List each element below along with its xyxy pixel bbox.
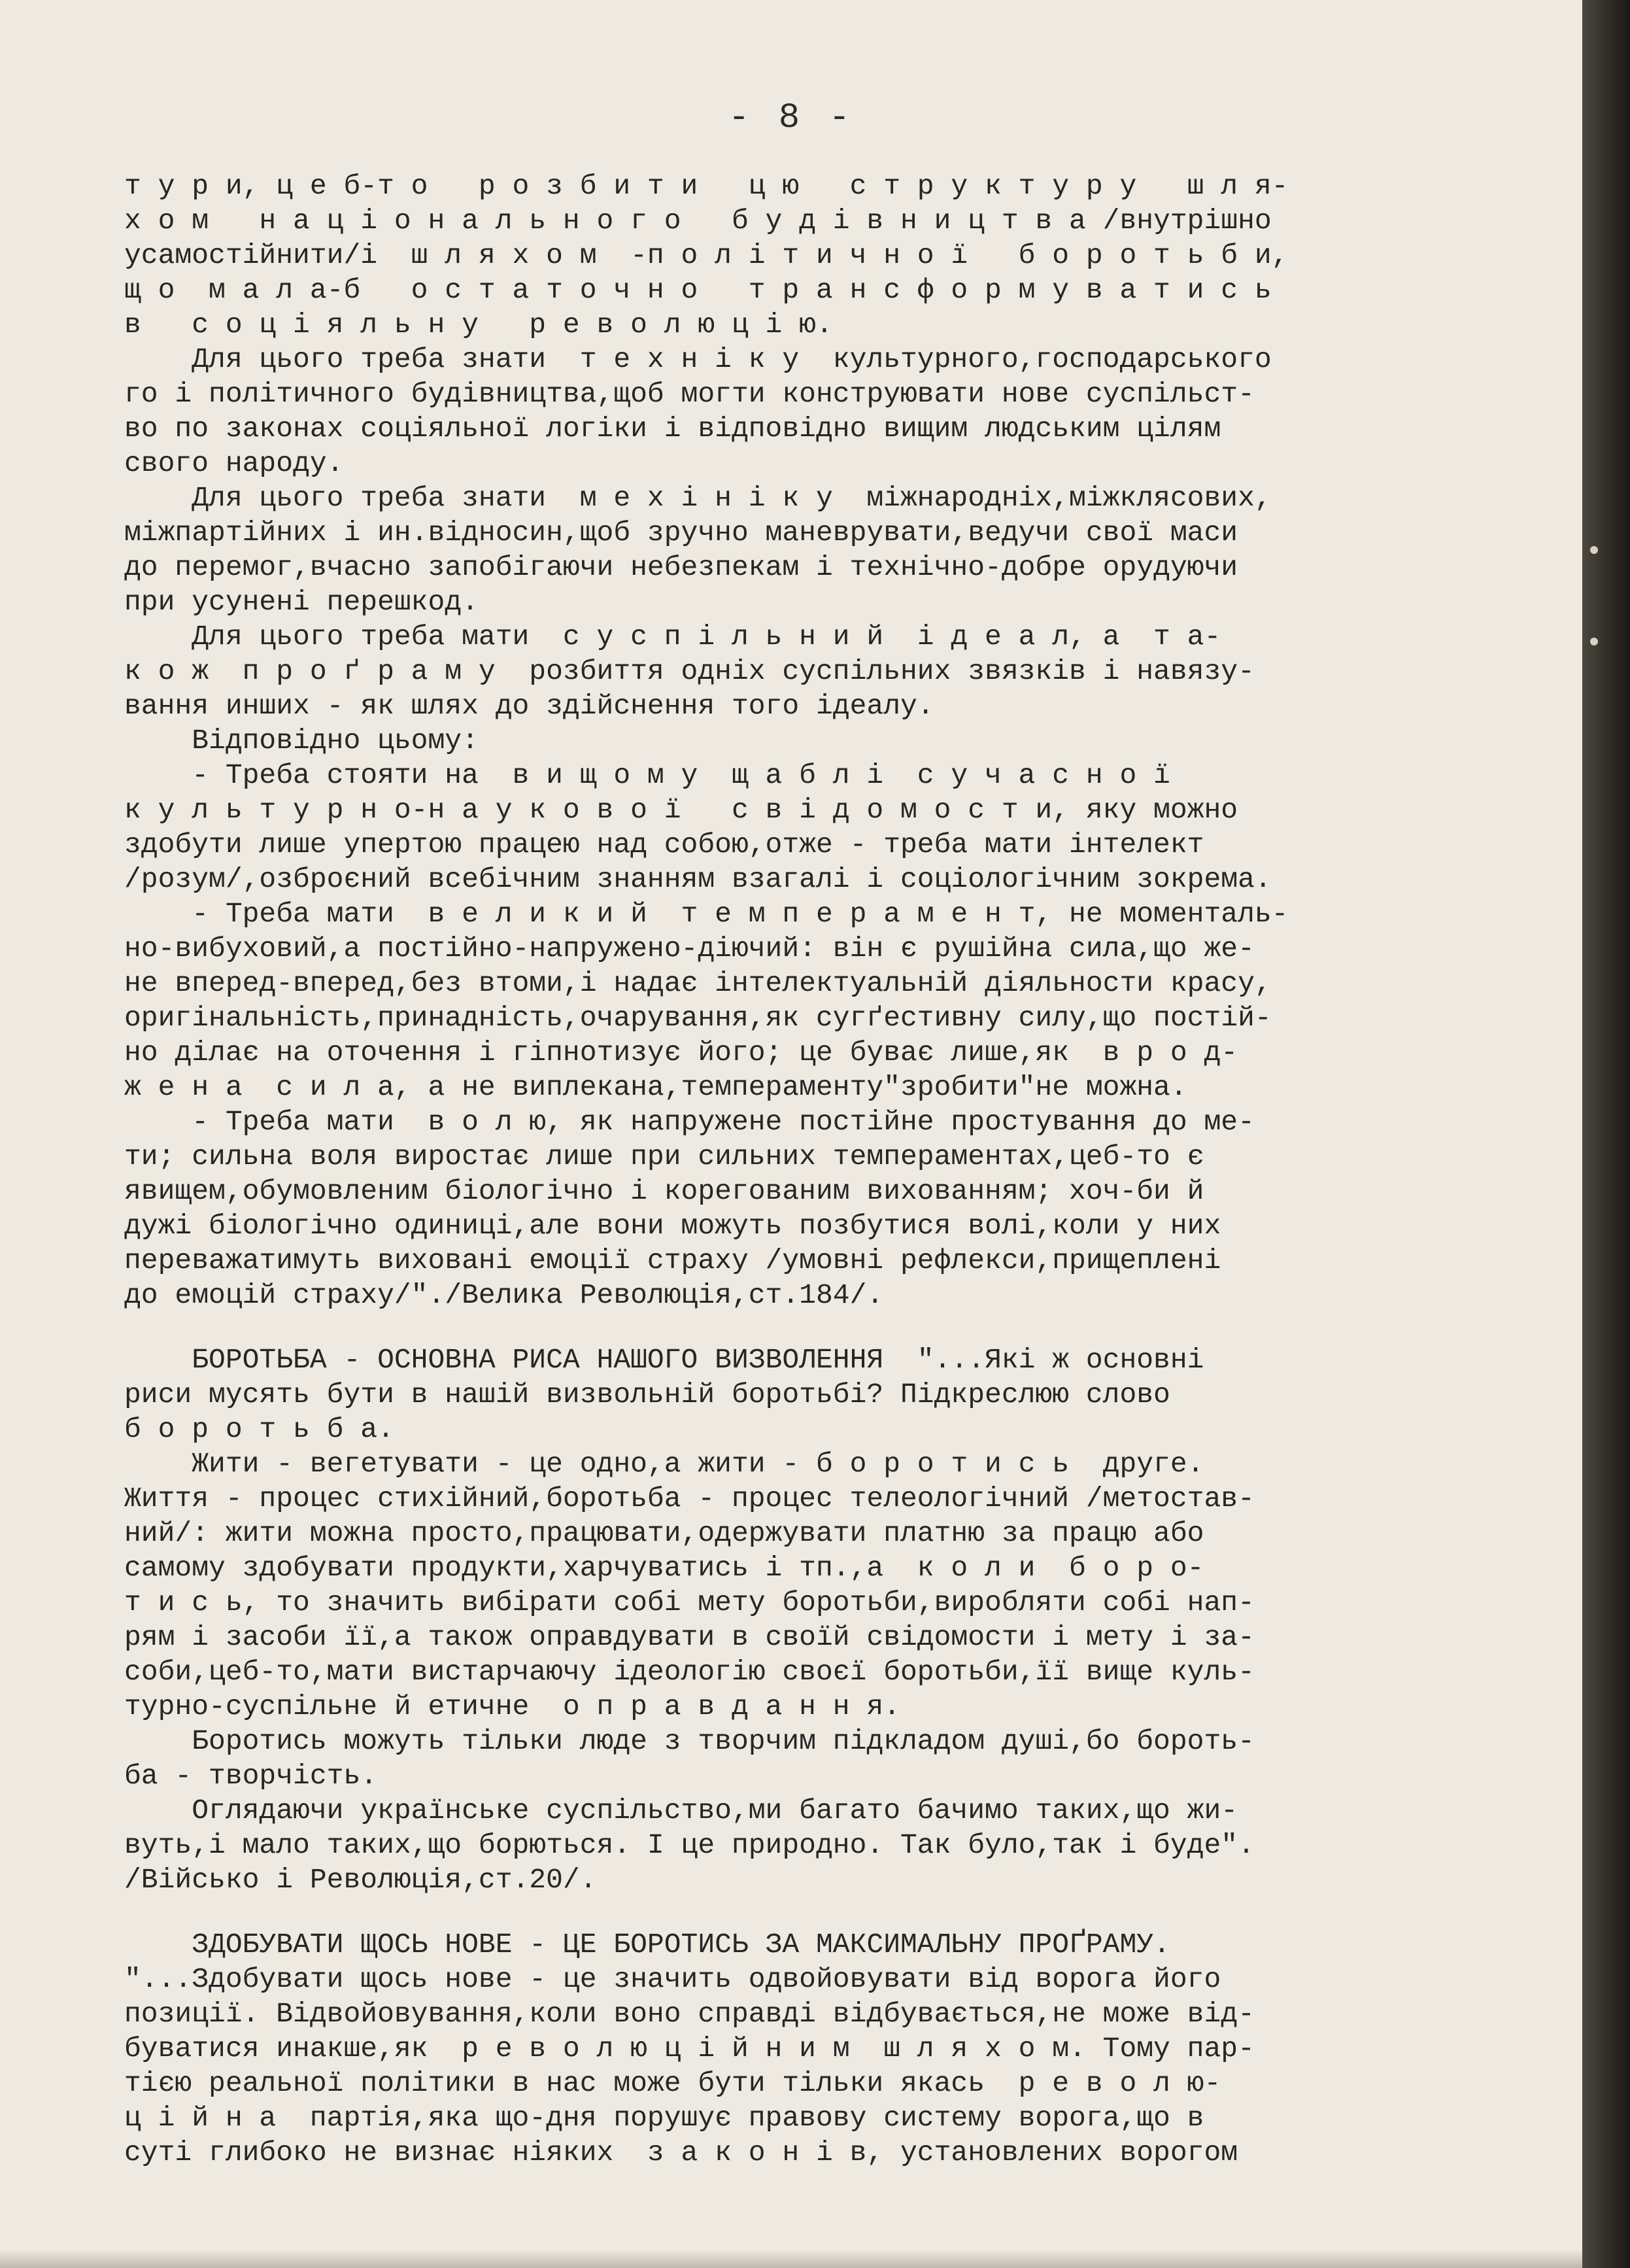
text-line: рям і засоби її,а також оправдувати в своїй свідомости і мету і за- [124, 1621, 1255, 1653]
text-line: при усунені перешкод. [124, 586, 479, 618]
text-line: к у л ь т у р н о-н а у к о в о ї с в і д о м о с т и, яку можно [124, 794, 1238, 826]
binding-edge [1582, 0, 1630, 2268]
text-line: буватися инакше,як р е в о л ю ц і й н и м ш л я х о м. Тому пар- [124, 2033, 1255, 2065]
text-line: Життя - процес стихійний,боротьба - процес телеологічний /метостав- [124, 1483, 1255, 1515]
text-line: міжпартійних і ин.відносин,щоб зручно маневрувати,ведучи свої маси [124, 517, 1238, 549]
text-line: позиції. Відвойовування,коли воно справді відбувається,не може від- [124, 1998, 1255, 2030]
paragraph [124, 1793, 1465, 1897]
text-line: Відповідно цьому: [124, 725, 479, 757]
text-line: - Треба мати в е л и к и й т е м п е р а м е н т, не моменталь- [124, 898, 1289, 930]
paragraph [124, 1447, 1465, 1724]
page-bottom-shadow [0, 2250, 1582, 2268]
text-line: оригінальність,принадність,очарування,як сугґестивну силу,що постій- [124, 1002, 1272, 1034]
text-line: вання инших - як шлях до здійснення того ідеалу. [124, 690, 934, 722]
paragraph [124, 723, 1465, 758]
section-heading-line: ЗДОБУВАТИ ЩОСЬ НОВЕ - ЦЕ БОРОТИСЬ ЗА МАКСИМАЛЬНУ ПРОҐРАМУ. [124, 1929, 1170, 1961]
text-line: Боротись можуть тільки люде з творчим підкладом душі,бо бороть- [124, 1725, 1255, 1757]
text-line: соби,цеб-то,мати вистарчаючу ідеологію своєї боротьби,її вище куль- [124, 1656, 1255, 1688]
text-line: самому здобувати продукти,харчуватись і тп.,а к о л и б о р о- [124, 1552, 1204, 1584]
section-gap [124, 1897, 1465, 1927]
text-line: в с о ц і я л ь н у р е в о л ю ц і ю. [124, 309, 833, 341]
text-line: дужі біологічно одиниці,але вони можуть позбутися волі,коли у них [124, 1210, 1221, 1242]
paragraph [124, 169, 1465, 342]
text-line: - Треба стояти на в и щ о м у щ а б л і с у ч а с н о ї [124, 759, 1170, 791]
text-line: вуть,і мало таких,що борються. І це природно. Так було,так і буде". [124, 1829, 1255, 1861]
text-line: не вперед-вперед,без втоми,і надає інтелектуальній діяльности красу, [124, 967, 1272, 999]
text-line: ти; сильна воля виростає лише при сильних темпераментах,цеб-то є [124, 1141, 1204, 1173]
text-line: /Військо і Революція,ст.20/. [124, 1864, 597, 1896]
text-line: Оглядаючи українське суспільство,ми багато бачимо таких,що жи- [124, 1795, 1238, 1827]
text-line: - Треба мати в о л ю, як напружене постійне простування до ме- [124, 1106, 1255, 1138]
paragraph [124, 619, 1465, 723]
paragraph [124, 481, 1465, 619]
text-line: здобути лише упертою працею над собою,отже - треба мати інтелект [124, 829, 1204, 861]
text-line: Жити - вегетувати - це одно,а жити - б о р о т и с ь друге. [124, 1448, 1204, 1480]
text-line: переважатимуть виховані емоції страху /умовні рефлекси,прищеплені [124, 1245, 1221, 1277]
section-heading-line: БОРОТЬБА - ОСНОВНА РИСА НАШОГО ВИЗВОЛЕННЯ "...Які ж основні [124, 1344, 1204, 1376]
text-line: ц і й н а партія,яка що-дня порушує правову систему ворога,що в [124, 2102, 1204, 2134]
text-line: т у р и, ц е б-т о р о з б и т и ц ю с т р у к т у р у ш л я- [124, 170, 1289, 202]
text-line: явищем,обумовленим біологічно і корегованим вихованням; хоч-би й [124, 1175, 1204, 1207]
text-line: Для цього треба знати м е х і н і к у міжнародніх,міжклясових, [124, 482, 1272, 514]
text-line: /розум/,озброєний всебічним знанням взагалі і соціологічним зокрема. [124, 863, 1272, 895]
text-line: ж е н а с и л а, а не виплекана,темпераменту"зробити"не можна. [124, 1071, 1187, 1103]
text-line: го і політичного будівництва,щоб могти конструювати нове суспільст- [124, 378, 1255, 410]
text-line: до емоцій страху/"./Велика Революція,ст.184/. [124, 1279, 884, 1311]
text-line: б о р о т ь б а. [124, 1413, 394, 1445]
text-line: т и с ь, то значить вибірати собі мету боротьби,виробляти собі нап- [124, 1587, 1255, 1619]
section-heading-paragraph [124, 1343, 1465, 1447]
page-number: - 8 - [728, 98, 855, 138]
text-line: до перемог,вчасно запобігаючи небезпекам і технічно-добре орудуючи [124, 551, 1238, 583]
body-text [124, 169, 1465, 2170]
paragraph [124, 1724, 1465, 1793]
text-line: турно-суспільне й етичне о п р а в д а н н я. [124, 1691, 900, 1723]
text-line: свого народу. [124, 447, 344, 479]
paragraph [124, 1105, 1465, 1313]
text-line: но-вибуховий,а постійно-напружено-діючий: він є рушійна сила,що же- [124, 933, 1255, 965]
margin-dot [1590, 546, 1598, 554]
text-line: усамостійнити/і ш л я х о м -п о л і т и ч н о ї б о р о т ь б и, [124, 239, 1289, 271]
text-line: Для цього треба знати т е х н і к у культурного,господарського [124, 343, 1272, 375]
text-line: ба - творчість. [124, 1760, 378, 1792]
text-line: к о ж п р о ґ р а м у розбиття одніх суспільних звязків і навязу- [124, 655, 1255, 687]
text-line: щ о м а л а-б о с т а т о ч н о т р а н с ф о р м у в а т и с ь [124, 274, 1272, 306]
paragraph [124, 758, 1465, 897]
text-line: риси мусять бути в нашій визвольній боротьбі? Підкреслюю слово [124, 1379, 1170, 1411]
text-line: "...Здобувати щось нове - це значить одвойовувати від ворога його [124, 1963, 1221, 1995]
text-line: суті глибоко не визнає ніяких з а к о н і в, установлених ворогом [124, 2137, 1238, 2169]
paragraph [124, 342, 1465, 481]
text-line: тією реальної політики в нас може бути тільки якась р е в о л ю- [124, 2067, 1221, 2099]
paragraph [124, 897, 1465, 1105]
text-line: ний/: жити можна просто,працювати,одержувати платню за працю або [124, 1517, 1204, 1549]
section-heading-paragraph [124, 1927, 1465, 2170]
section-gap [124, 1313, 1465, 1343]
margin-dot [1590, 638, 1598, 645]
text-line: во по законах соціяльної логіки і відповідно вищим людським цілям [124, 413, 1221, 445]
text-line: но ділає на оточення і гіпнотизує його; це буває лише,як в р о д- [124, 1037, 1238, 1069]
text-line: х о м н а ц і о н а л ь н о г о б у д і в н и ц т в а /внутрішно [124, 205, 1272, 237]
text-line: Для цього треба мати с у с п і л ь н и й і д е а л, а т а- [124, 621, 1221, 653]
